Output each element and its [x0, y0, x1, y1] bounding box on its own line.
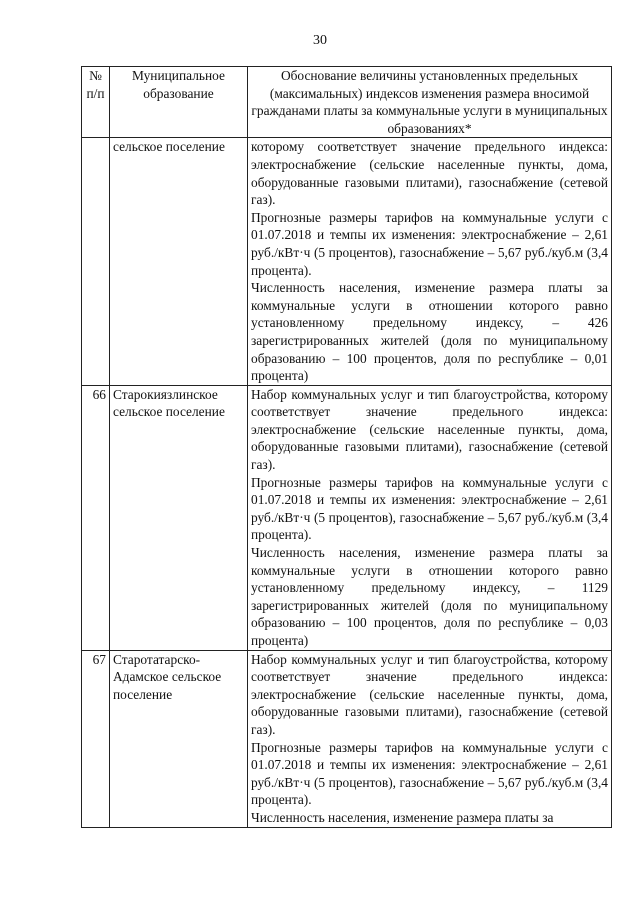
row-num: 67: [82, 650, 110, 827]
indices-table: [81, 66, 612, 828]
paragraph: Численность населения, изменение размера платы за коммунальные услуги в отношении которого равно установленному предельному индексу, – 1129 зарегистрированных жителей (доля по муниципальному образованию – 100 процентов, доля по республике – 0,03 процента): [251, 545, 608, 648]
header-municipality: Муниципальное образование: [110, 67, 248, 138]
row-municipality: сельское поселение: [110, 138, 248, 385]
paragraph: Прогнозные размеры тарифов на коммунальные услуги с 01.07.2018 и темпы их изменения: электроснабжение – 2,61 руб./кВт·ч (5 процентов), газоснабжение – 5,67 руб./куб.м (3,4 процента).: [251, 739, 608, 808]
paragraph: которому соответствует значение предельного индекса: электроснабжение (сельские населенные пункты, дома, оборудованные газовыми плитами), газоснабжение (сетевой газ).: [251, 139, 608, 208]
paragraph: Прогнозные размеры тарифов на коммунальные услуги с 01.07.2018 и темпы их изменения: электроснабжение – 2,61 руб./кВт·ч (5 процентов), газоснабжение – 5,67 руб./куб.м (3,4 процента).: [251, 474, 608, 543]
paragraph: Прогнозные размеры тарифов на коммунальные услуги с 01.07.2018 и темпы их изменения: электроснабжение – 2,61 руб./кВт·ч (5 процентов), газоснабжение – 5,67 руб./куб.м (3,4 процента).: [251, 209, 608, 278]
header-num: № п/п: [82, 67, 110, 138]
header-justification: Обоснование величины установленных предельных (максимальных) индексов изменения размера вносимой гражданами платы за коммунальные услуги в муниципальных образованиях*: [248, 67, 612, 138]
table-row: [82, 138, 612, 385]
table-header-row: [82, 67, 612, 138]
row-justification: [248, 138, 612, 385]
row-justification: [248, 385, 612, 650]
row-num: [82, 138, 110, 385]
row-municipality: Старокиязлинское сельское поселение: [110, 385, 248, 650]
page-number: 30: [313, 33, 327, 48]
paragraph: Численность населения, изменение размера платы за коммунальные услуги в отношении которого равно установленному предельному индексу, – 426 зарегистрированных жителей (доля по муниципальному образованию – 100 процентов, доля по республике – 0,01 процента): [251, 280, 608, 384]
row-num: 66: [82, 385, 110, 650]
paragraph: Набор коммунальных услуг и тип благоустройства, которому соответствует значение предельного индекса: электроснабжение (сельские населенные пункты, дома, оборудованные газовыми плитами), газоснабжение (сетевой газ).: [251, 386, 608, 473]
paragraph: Численность населения, изменение размера платы за: [251, 809, 554, 825]
row-justification: [248, 650, 612, 827]
row-municipality: Старотатарско-Адамское сельское поселение: [110, 650, 248, 827]
table-row: [82, 650, 612, 827]
table-row: [82, 385, 612, 650]
paragraph: Набор коммунальных услуг и тип благоустройства, которому соответствует значение предельного индекса: электроснабжение (сельские населенные пункты, дома, оборудованные газовыми плитами), газоснабжение (сетевой газ).: [251, 651, 608, 737]
